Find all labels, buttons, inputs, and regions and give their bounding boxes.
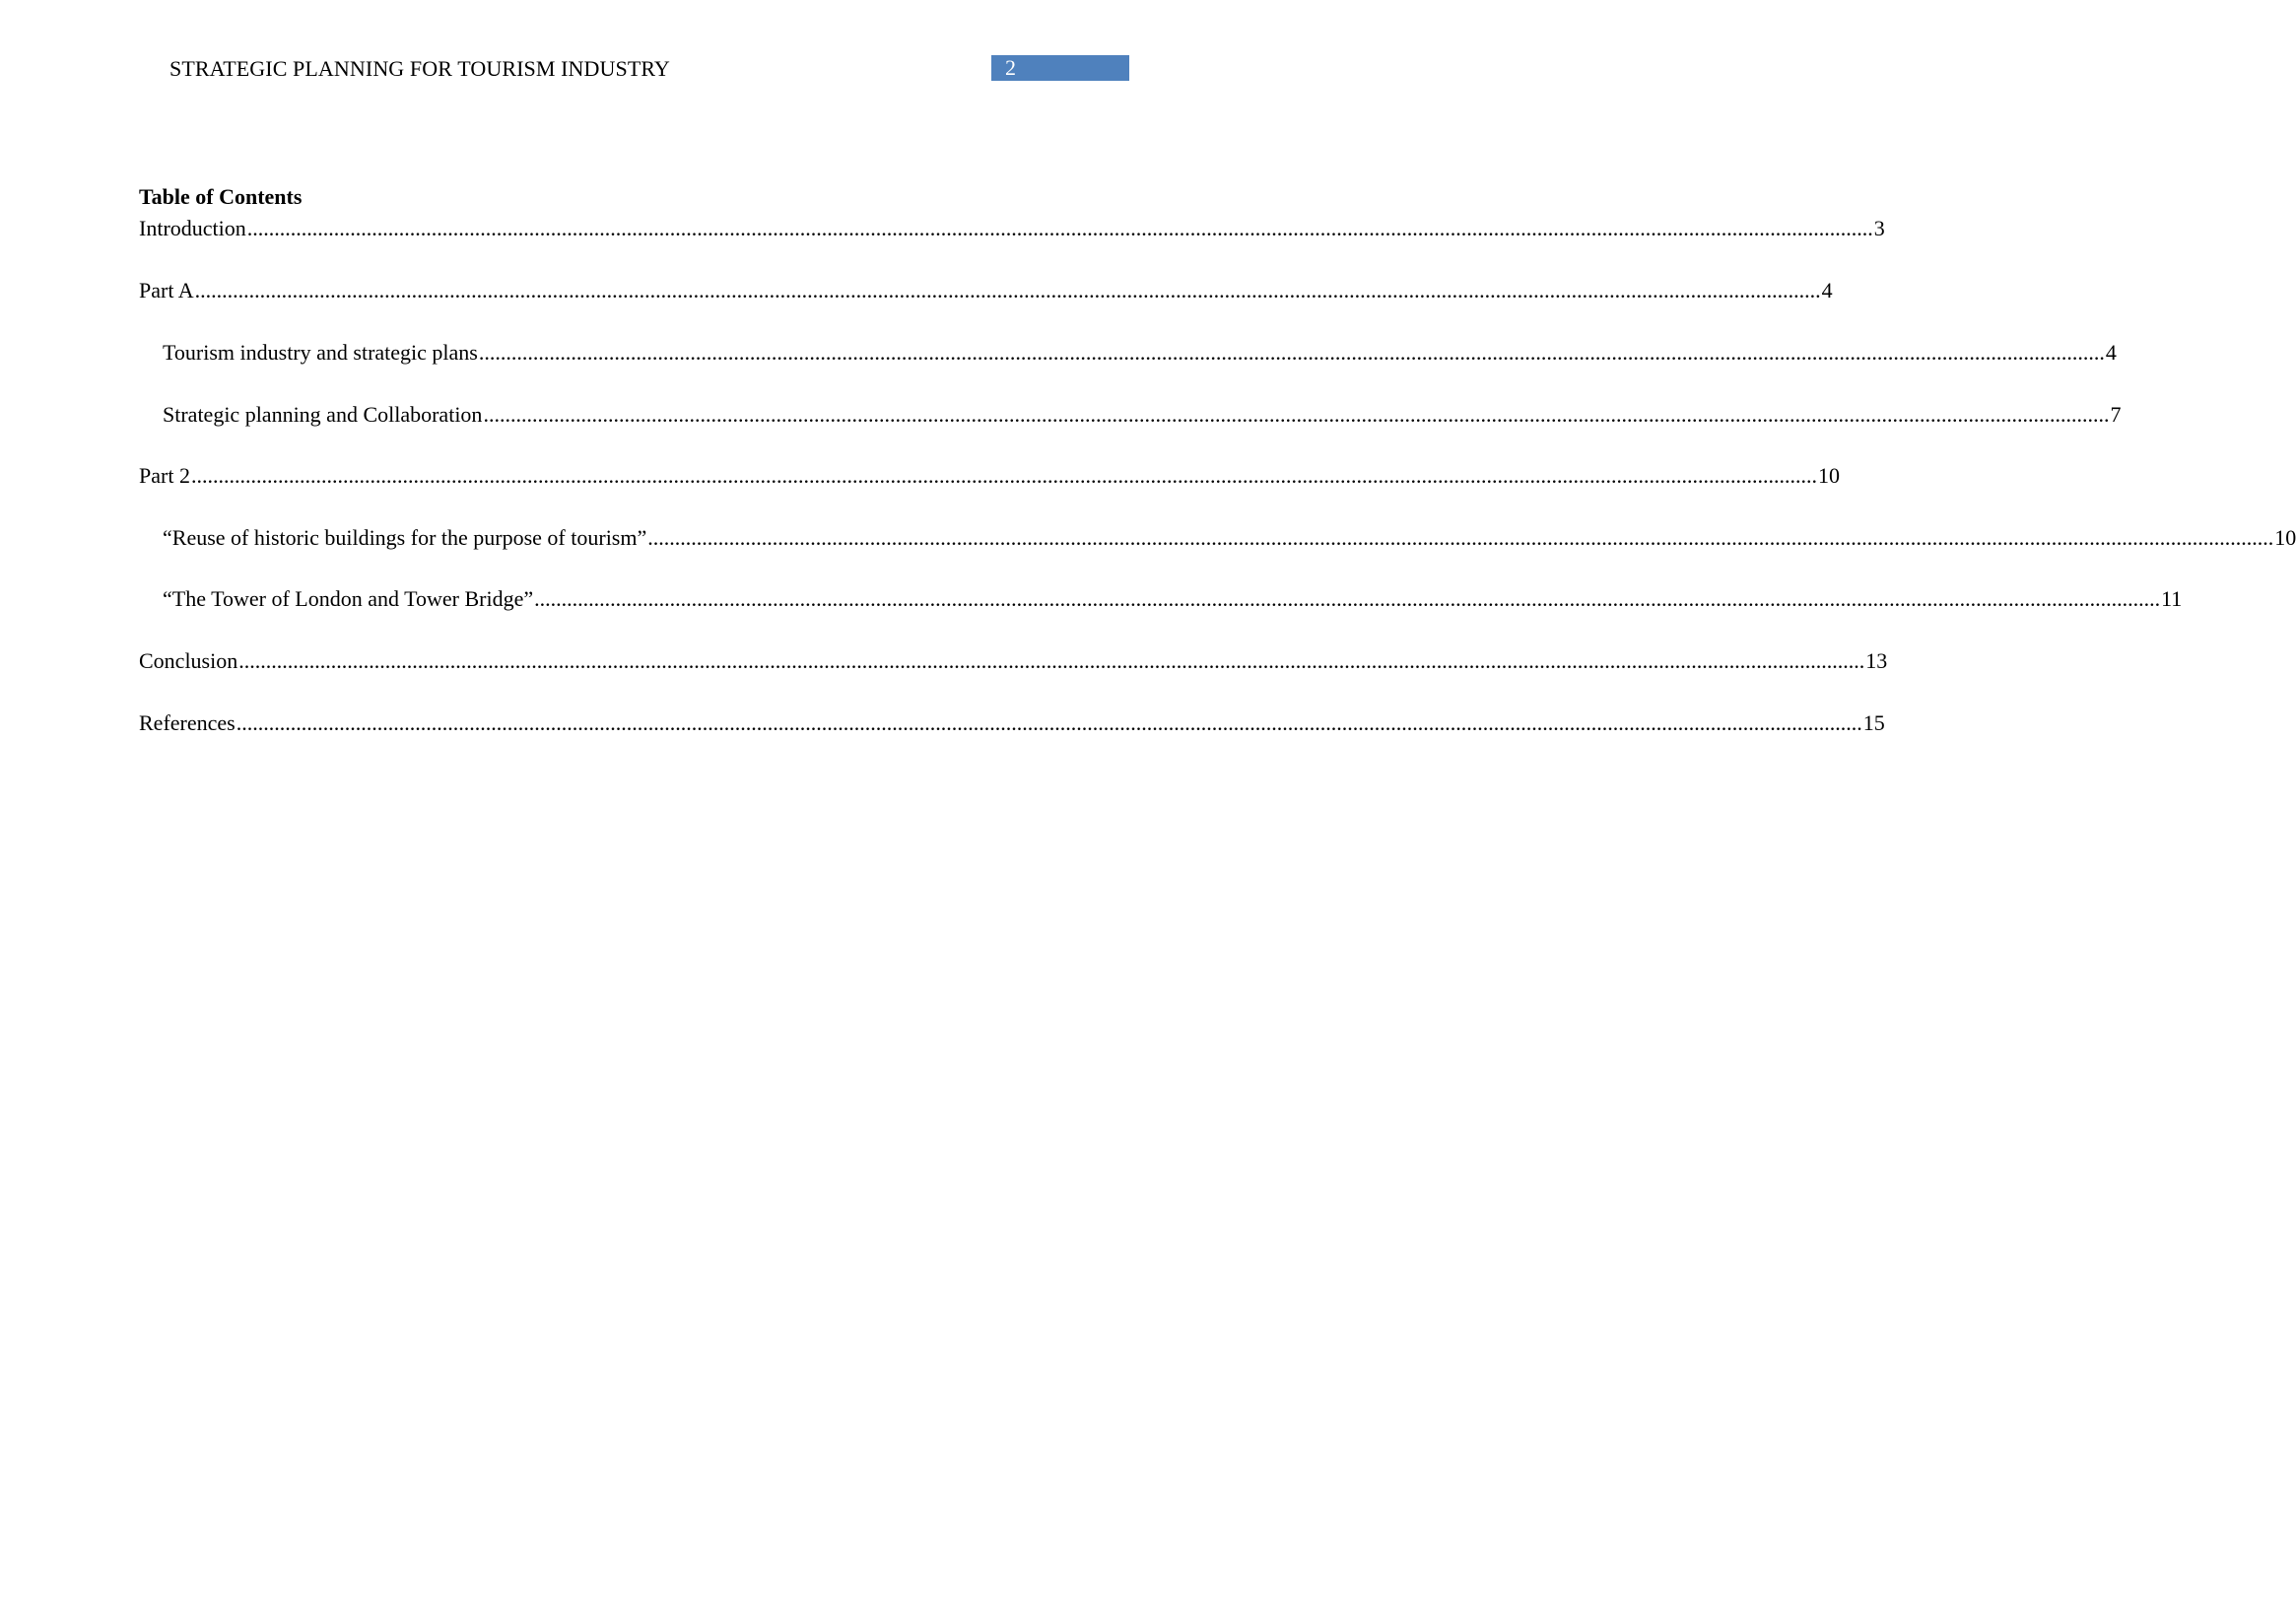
toc-entry-title: References xyxy=(139,710,236,735)
toc-entry-page: 4 xyxy=(1821,278,1833,303)
toc-entry-page: 3 xyxy=(1873,216,1885,240)
dot-leader: ............................................................................................................................................................................................................................................................................................................ xyxy=(194,278,1821,303)
toc-entry-page: 4 xyxy=(2105,340,2117,365)
toc-entry-page: 11 xyxy=(2161,586,2183,611)
dot-leader: ............................................................................................................................................................................................................................................................................................................ xyxy=(190,463,1817,488)
dot-leader: ............................................................................................................................................................................................................................................................................................................ xyxy=(478,340,2105,365)
toc-entry-title: Strategic planning and Collaboration xyxy=(163,402,483,427)
toc-entry-page: 7 xyxy=(2110,402,2122,427)
toc-entry-conclusion[interactable] xyxy=(139,647,1888,675)
toc-entry-title: Tourism industry and strategic plans xyxy=(163,340,478,365)
toc-entry-page: 15 xyxy=(1862,710,1885,735)
dot-leader: ............................................................................................................................................................................................................................................................................................................ xyxy=(483,402,2110,427)
toc-entry-title: “Reuse of historic buildings for the purpose of tourism” xyxy=(163,525,647,550)
toc-entry-strategic-planning[interactable] xyxy=(163,401,2122,429)
toc-entry-tourism-industry[interactable] xyxy=(163,339,2117,367)
dot-leader: ............................................................................................................................................................................................................................................................................................................ xyxy=(238,648,1865,673)
running-head-title: STRATEGIC PLANNING FOR TOURISM INDUSTRY xyxy=(169,56,670,81)
dot-leader: ............................................................................................................................................................................................................................................................................................................ xyxy=(236,710,1862,735)
dot-leader: ............................................................................................................................................................................................................................................................................................................ xyxy=(534,586,2161,611)
dot-leader: ............................................................................................................................................................................................................................................................................................................ xyxy=(647,525,2274,550)
toc-entry-page: 13 xyxy=(1865,648,1888,673)
toc-entry-title: Conclusion xyxy=(139,648,238,673)
toc-entry-reuse-historic-buildings[interactable] xyxy=(163,524,2296,552)
toc-entry-title: Introduction xyxy=(139,216,246,240)
toc-entry-references[interactable] xyxy=(139,709,1885,737)
toc-entry-title: Part A xyxy=(139,278,194,303)
toc-entry-page: 10 xyxy=(1817,463,1840,488)
dot-leader: ............................................................................................................................................................................................................................................................................................................ xyxy=(246,216,1873,240)
toc-entry-introduction[interactable] xyxy=(139,215,1885,242)
toc-heading: Table of Contents xyxy=(139,184,303,209)
toc-entry-part-a[interactable] xyxy=(139,277,1833,304)
page-number-badge: 2 xyxy=(991,55,1129,81)
toc-entry-page: 10 xyxy=(2274,525,2296,550)
toc-entry-title: “The Tower of London and Tower Bridge” xyxy=(163,586,534,611)
toc-entry-title: Part 2 xyxy=(139,463,190,488)
toc-entry-tower-of-london[interactable] xyxy=(163,585,2183,613)
toc-entry-part-2[interactable] xyxy=(139,462,1840,490)
